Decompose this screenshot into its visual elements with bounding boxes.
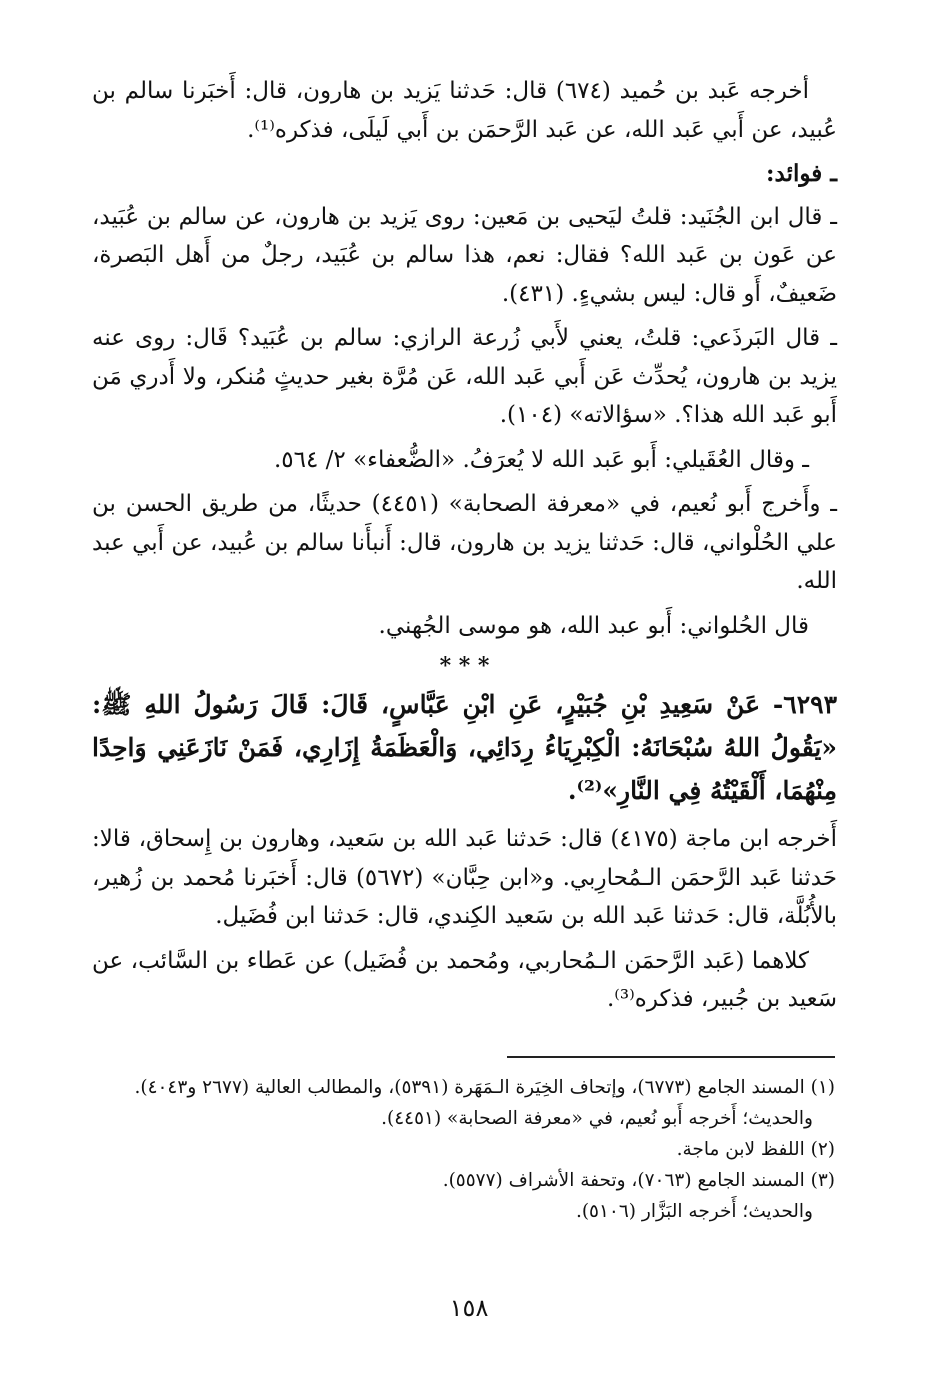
footnotes — [100, 1072, 835, 1227]
footnote-1-continued: والحديث؛ أَخرجه أَبو نُعيم، في «معرفة الصحابة» (٤٤٥١). — [381, 1108, 813, 1129]
paragraph: قال الحُلواني: أَبو عبد الله، هو موسى الجُهني. — [378, 612, 809, 639]
paragraph: كلاهما (عَبد الرَّحمَن الـمُحاربي، ومُحمد بن فُضَيل) عن عَطاء بن السَّائب، عن سَعيد بن جُبير، فذكره⁽³⁾. — [92, 947, 837, 1012]
paragraph: أخرجه عَبد بن حُميد (٦٧٤) قال: حَدثنا يَزيد بن هارون، قال: أَخبَرنا سالم بن عُبيد، عن أَبي عَبد الله، عن عَبد الرَّحمَن بن أَبي لَيلَى، فذكره⁽¹⁾. — [92, 78, 837, 143]
paragraph: ـ وقال العُقَيلي: أَبو عَبد الله لا يُعرَفُ. «الضُّعفاء» ٢/ ٥٦٤. — [273, 446, 809, 473]
section-heading: ـ فوائد: — [766, 160, 837, 187]
footnote-divider — [507, 1056, 835, 1058]
hadith-text: ٦٢٩٣- عَنْ سَعِيدِ بْنِ جُبَيْرٍ، عَنِ ابْنِ عَبَّاسٍ، قَالَ: قَالَ رَسُولُ اللهِ ﷺ: «يَقُولُ اللهُ سُبْحَانَهُ: الْكِبْرِيَاءُ رِدَائِي، وَالْعَظَمَةُ إِزَارِي، فَمَنْ نَازَعَنِي وَاحِدًا مِنْهُمَا، أَلْقَيْتُهُ فِي النَّارِ»⁽²⁾. — [92, 690, 837, 805]
footnote-1: (١) المسند الجامع (٦٧٧٣)، وإتحاف الخِيَرة الـمَهَرة (٥٣٩١)، والمطالب العالية (٢٦٧٧ و٤٠٤٣). — [134, 1077, 835, 1098]
page-number: ١٥٨ — [449, 1294, 489, 1322]
paragraph: ـ وأَخرج أَبو نُعيم، في «معرفة الصحابة» (٤٤٥١) حديثًا، من طريق الحسن بن علي الحُلْواني، قال: حَدثنا يزيد بن هارون، قال: أَنبأَنا سالم بن عُبيد، عن أَبي عبد الله. — [92, 491, 837, 594]
paragraph: ـ قال ابن الجُنَيد: قلتُ ليَحيى بن مَعين: روى يَزيد بن هارون، عن سالم بن عُبَيد، عن عَون بن عَبد الله؟ فقال: نعم، هذا سالم بن عُبَيد، رجلٌ من أَهل البَصرة، ضَعيفٌ، أَو قال: ليس بشيءٍ. (٤٣١). — [92, 203, 837, 307]
footnote-3-continued: والحديث؛ أَخرجه البَزَّار (٥١٠٦). — [575, 1201, 813, 1222]
footnote-2: (٢) اللفظ لابن ماجة. — [676, 1139, 835, 1160]
paragraph: أَخرجه ابن ماجة (٤١٧٥) قال: حَدثنا عَبد الله بن سَعيد، وهارون بن إِسحاق، قالا: حَدثنا عَبد الرَّحمَن الـمُحارِبي. و«ابن حِبَّان» (٥٦٧٢) قال: أَخبَرنا مُحمد بن زُهير، بالأُبُلَّة، قال: حَدثنا عَبد الله بن سَعيد الكِندي، قال: حَدثنا ابن فُضَيل. — [92, 826, 838, 929]
separator-stars: * * * — [439, 653, 490, 679]
main-text — [92, 72, 837, 1025]
paragraph: ـ قال البَرذَعي: قلتُ، يعني لأَبي زُرعة الرازي: سالم بن عُبَيد؟ قَال: روى عنه يزيد بن هارون، يُحدِّث عَن أَبي عَبد الله، عَن مُرَّة بغير حديثٍ مُنكر، ولا أَدري مَن أَبو عَبد الله هذا؟. «سؤالاته» (١٠٤). — [92, 325, 837, 428]
footnote-3: (٣) المسند الجامع (٧٠٦٣)، وتحفة الأشراف (٥٥٧٧). — [442, 1170, 835, 1191]
